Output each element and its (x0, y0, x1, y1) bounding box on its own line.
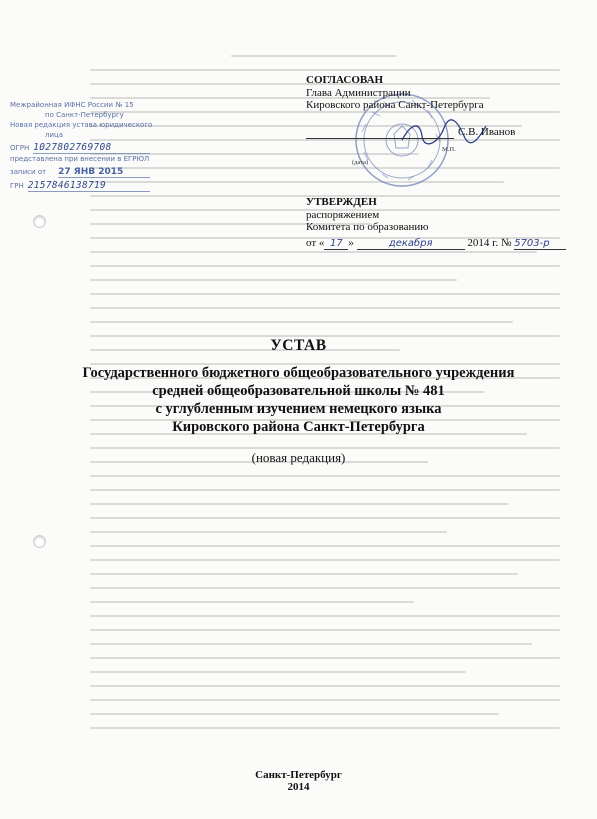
agreed-heading: СОГЛАСОВАН (306, 74, 384, 86)
agreed-block (306, 74, 484, 112)
punch-hole-top (33, 215, 46, 228)
stamp-line-4: лица (45, 131, 64, 139)
ogrn-value: 1027802769708 (33, 143, 150, 154)
approval-day: 17 (324, 238, 348, 250)
org-line-1: Государственного бюджетного общеобразовательного учреждения (82, 365, 515, 381)
stamp-line-1: Межрайонная ИФНС России № 15 (10, 101, 134, 109)
approval-number: 5703-р (514, 238, 566, 250)
agreed-line-2: Кировского района Санкт-Петербурга (306, 99, 484, 111)
place-and-year (0, 769, 597, 793)
from-label: от « (306, 237, 325, 249)
grn-label: ГРН (10, 182, 24, 190)
org-line-3: с углубленным изучением немецкого языка (155, 401, 442, 417)
org-line-2: средней общеобразовательной школы № 481 (152, 383, 445, 399)
seal-caption: М.П. (442, 146, 456, 153)
organization-name (0, 364, 597, 436)
quote-close: » (348, 237, 354, 249)
signatory-name: С.В. Иванов (458, 126, 516, 138)
approval-order-line (306, 237, 566, 250)
document-title: УСТАВ (270, 337, 327, 354)
city: Санкт-Петербург (255, 769, 342, 781)
signature-line (306, 126, 536, 140)
org-line-4: Кировского района Санкт-Петербурга (172, 419, 425, 435)
record-row (10, 167, 150, 178)
year-suffix: 2014 г. № (467, 237, 512, 249)
grn-value: 2157846138719 (28, 181, 150, 192)
approved-block (306, 196, 429, 234)
punch-hole-bottom (33, 535, 46, 548)
grn-row (10, 181, 150, 192)
approved-line-1: распоряжением (306, 208, 380, 221)
ogrn-row (10, 143, 150, 154)
signature-underline (306, 138, 454, 139)
record-label: записи от (10, 168, 47, 176)
approval-month: декабря (357, 238, 465, 250)
agreed-line-1: Глава Администрации (306, 86, 411, 99)
stamp-line-2: по Санкт-Петербургу (45, 111, 124, 119)
approved-line-2: Комитета по образованию (306, 221, 429, 233)
date-caption: (дата) (352, 159, 369, 166)
approved-heading: УТВЕРЖДЕН (306, 196, 377, 208)
registration-stamp (10, 100, 153, 192)
stamp-line-5: представлена при внесении в ЕГРЮЛ (10, 155, 150, 163)
ogrn-label: ОГРН (10, 144, 30, 152)
year: 2014 (287, 781, 310, 793)
record-date: 27 ЯНВ 2015 (58, 167, 150, 178)
stamp-line-3: Новая редакция устава юридического (10, 121, 153, 129)
edition-note: (новая редакция) (251, 450, 346, 465)
